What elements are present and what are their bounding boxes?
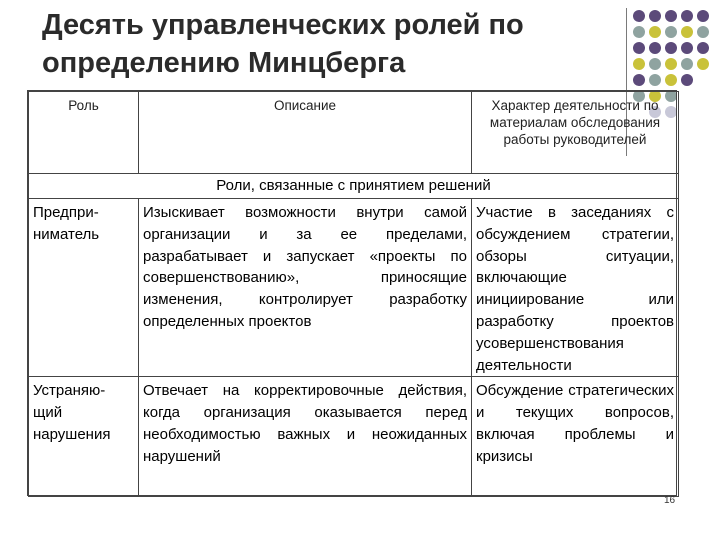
decor-dot	[633, 26, 645, 38]
role-cell	[29, 377, 139, 497]
activity-cell	[472, 377, 679, 497]
decor-dot	[681, 58, 693, 70]
section-title-cell	[29, 174, 679, 199]
decor-dot	[633, 74, 645, 86]
decor-dot	[633, 42, 645, 54]
decor-dot	[697, 58, 709, 70]
decor-dot	[633, 10, 645, 22]
role-name: Устраняю-щий нарушения	[33, 382, 111, 443]
decor-dot	[665, 58, 677, 70]
decor-dot	[665, 26, 677, 38]
header-description-label: Описание	[273, 98, 337, 113]
decor-dot	[681, 26, 693, 38]
decor-dot	[665, 10, 677, 22]
slide-title: Десять управленческих ролей по определению Минцберга	[42, 9, 524, 79]
role-activity: Участие в заседаниях с обсуждением стратегии, обзоры ситуации, включающие инициирование или разработку проектов усовершенствования деятельности	[476, 204, 674, 374]
header-role-label: Роль	[68, 98, 99, 113]
role-description: Отвечает на корректировочные действия, когда организация оказывается перед необходимостью важных и неожиданных нарушений	[143, 382, 467, 465]
decor-dot	[649, 42, 661, 54]
role-description: Изыскивает возможности внутри самой организации и за ее пределами, разрабатывает и запускает «проекты по совершенствованию», приносящие изменения, контролирует разработку определенных проектов	[143, 204, 467, 330]
roles-table	[27, 90, 677, 496]
description-cell	[139, 199, 472, 377]
decor-dot	[649, 26, 661, 38]
section-title: Роли, связанные с принятием решений	[216, 177, 491, 194]
role-activity: Обсуждение стратегических и текущих вопросов, включая проблемы и кризисы	[476, 382, 674, 465]
header-role	[29, 92, 139, 174]
decor-dot	[649, 10, 661, 22]
decor-dot	[697, 26, 709, 38]
decor-dot	[681, 42, 693, 54]
header-activity-label: Характер деятельности по материалам обследования работы руководителей	[489, 98, 661, 147]
activity-cell	[472, 199, 679, 377]
decor-dot	[649, 74, 661, 86]
decor-dot	[697, 10, 709, 22]
decor-dot	[665, 42, 677, 54]
decor-dot	[665, 74, 677, 86]
page-number: 16	[664, 495, 676, 506]
decor-dot	[633, 58, 645, 70]
header-activity	[472, 92, 679, 174]
decor-dot	[681, 74, 693, 86]
decor-dot	[649, 58, 661, 70]
header-description	[139, 92, 472, 174]
role-cell	[29, 199, 139, 377]
decor-dot	[697, 42, 709, 54]
role-name: Предпри-ниматель	[33, 204, 100, 243]
description-cell	[139, 377, 472, 497]
decor-dot	[681, 10, 693, 22]
